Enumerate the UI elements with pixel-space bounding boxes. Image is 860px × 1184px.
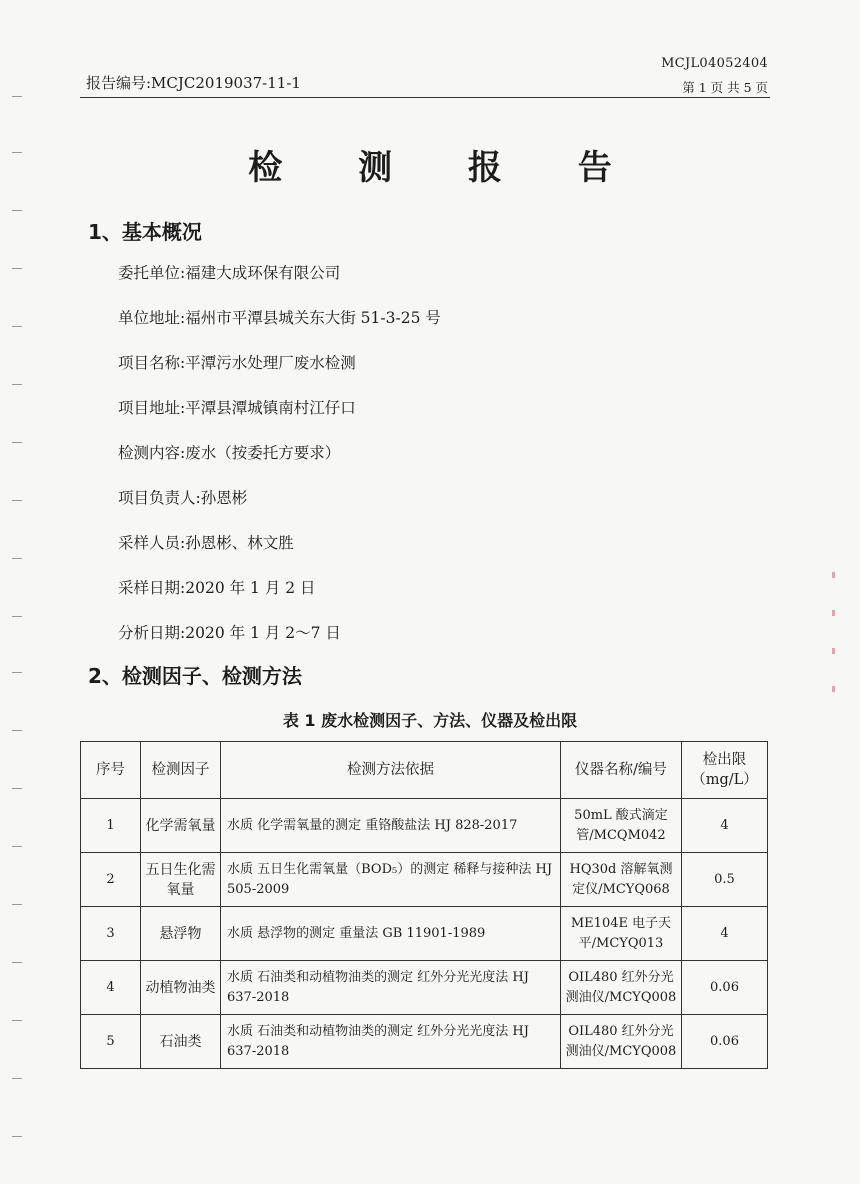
info-item (118, 442, 441, 487)
info-label: 采样日期: (118, 579, 186, 597)
info-value: 平潭县潭城镇南村江仔口 (185, 399, 356, 417)
scan-mark (12, 1136, 22, 1137)
scan-mark (12, 384, 22, 385)
info-label: 分析日期: (118, 624, 186, 642)
instrument-cell: ME104E 电子天平/MCYQ013 (561, 907, 682, 961)
column-header: 序号 (81, 742, 141, 799)
info-value: 孙恩彬、林文胜 (185, 534, 294, 552)
info-item (118, 397, 441, 442)
info-value: 福建大成环保有限公司 (185, 264, 341, 282)
method-cell: 水质 石油类和动植物油类的测定 红外分光光度法 HJ 637-2018 (221, 1015, 561, 1069)
table-header-row (81, 742, 768, 799)
factor-cell: 动植物油类 (141, 961, 221, 1015)
scan-mark (12, 616, 22, 617)
scan-mark (12, 904, 22, 905)
method-cell: 水质 化学需氧量的测定 重铬酸盐法 HJ 828-2017 (221, 799, 561, 853)
scan-mark (12, 1020, 22, 1021)
table-caption: 表 1 废水检测因子、方法、仪器及检出限 (282, 711, 578, 730)
info-item (118, 532, 441, 577)
seal-trace (832, 648, 835, 654)
table-row (81, 799, 768, 853)
header-divider (80, 97, 770, 98)
info-value: 孙恩彬 (200, 489, 248, 507)
info-label: 单位地址: (118, 309, 186, 327)
info-item (118, 352, 441, 397)
scan-mark (12, 672, 22, 673)
section-title-basic-info: 1、基本概况 (88, 220, 202, 244)
info-value: 平潭污水处理厂废水检测 (185, 354, 356, 372)
section-title-methods: 2、检测因子、检测方法 (88, 664, 302, 688)
info-label: 采样人员: (118, 534, 186, 552)
scan-mark (12, 268, 22, 269)
info-value: 废水（按委托方要求） (185, 444, 341, 462)
info-value: 2020 年 1 月 2～7 日 (185, 624, 341, 642)
table-row (81, 907, 768, 961)
row-number: 1 (81, 799, 141, 853)
info-item (118, 262, 441, 307)
table-row (81, 1015, 768, 1069)
instrument-cell: 50mL 酸式滴定管/MCQM042 (561, 799, 682, 853)
info-label: 委托单位: (118, 264, 186, 282)
seal-trace (832, 572, 835, 578)
scan-mark (12, 210, 22, 211)
row-number: 3 (81, 907, 141, 961)
info-label: 项目负责人: (118, 489, 201, 507)
info-value: 2020 年 1 月 2 日 (185, 579, 316, 597)
row-number: 5 (81, 1015, 141, 1069)
row-number: 4 (81, 961, 141, 1015)
scan-mark (12, 846, 22, 847)
row-number: 2 (81, 853, 141, 907)
factor-cell: 石油类 (141, 1015, 221, 1069)
detection-methods-table (80, 741, 768, 1069)
limit-cell: 4 (682, 907, 768, 961)
scan-mark (12, 788, 22, 789)
method-cell: 水质 石油类和动植物油类的测定 红外分光光度法 HJ 637-2018 (221, 961, 561, 1015)
limit-cell: 4 (682, 799, 768, 853)
instrument-cell: OIL480 红外分光测油仪/MCYQ008 (561, 1015, 682, 1069)
factor-cell: 悬浮物 (141, 907, 221, 961)
scan-mark (12, 558, 22, 559)
info-item (118, 577, 441, 622)
column-header: 检测方法依据 (221, 742, 561, 799)
factor-cell: 化学需氧量 (141, 799, 221, 853)
column-header-unit: （mg/L） (691, 772, 758, 788)
info-label: 检测内容: (118, 444, 186, 462)
seal-trace (832, 610, 835, 616)
scan-mark (12, 96, 22, 97)
column-header: 检测因子 (141, 742, 221, 799)
info-label: 项目名称: (118, 354, 186, 372)
instrument-cell: HQ30d 溶解氧测定仪/MCYQ068 (561, 853, 682, 907)
column-header-line: 检出限 (702, 752, 747, 768)
instrument-cell: OIL480 红外分光测油仪/MCYQ008 (561, 961, 682, 1015)
table-row (81, 853, 768, 907)
limit-cell: 0.06 (682, 961, 768, 1015)
report-number: 报告编号:MCJC2019037-11-1 (86, 74, 301, 92)
limit-cell: 0.5 (682, 853, 768, 907)
page-title: 检 测 报 告 (248, 148, 644, 188)
document-code: MCJL04052404 (661, 56, 768, 71)
factor-cell: 五日生化需氧量 (141, 853, 221, 907)
page-indicator: 第 1 页 共 5 页 (682, 80, 768, 95)
info-label: 项目地址: (118, 399, 186, 417)
info-item (118, 487, 441, 532)
info-value: 福州市平潭县城关东大街 51-3-25 号 (185, 309, 441, 327)
method-cell: 水质 五日生化需氧量（BOD₅）的测定 稀释与接种法 HJ 505-2009 (221, 853, 561, 907)
limit-cell: 0.06 (682, 1015, 768, 1069)
scan-mark (12, 1078, 22, 1079)
method-cell: 水质 悬浮物的测定 重量法 GB 11901-1989 (221, 907, 561, 961)
seal-trace (832, 686, 835, 692)
scan-mark (12, 962, 22, 963)
scan-mark (12, 442, 22, 443)
scan-mark (12, 500, 22, 501)
table-row (81, 961, 768, 1015)
scan-mark (12, 326, 22, 327)
column-header (682, 742, 768, 799)
basic-info-list (118, 262, 441, 667)
info-item (118, 307, 441, 352)
column-header: 仪器名称/编号 (561, 742, 682, 799)
